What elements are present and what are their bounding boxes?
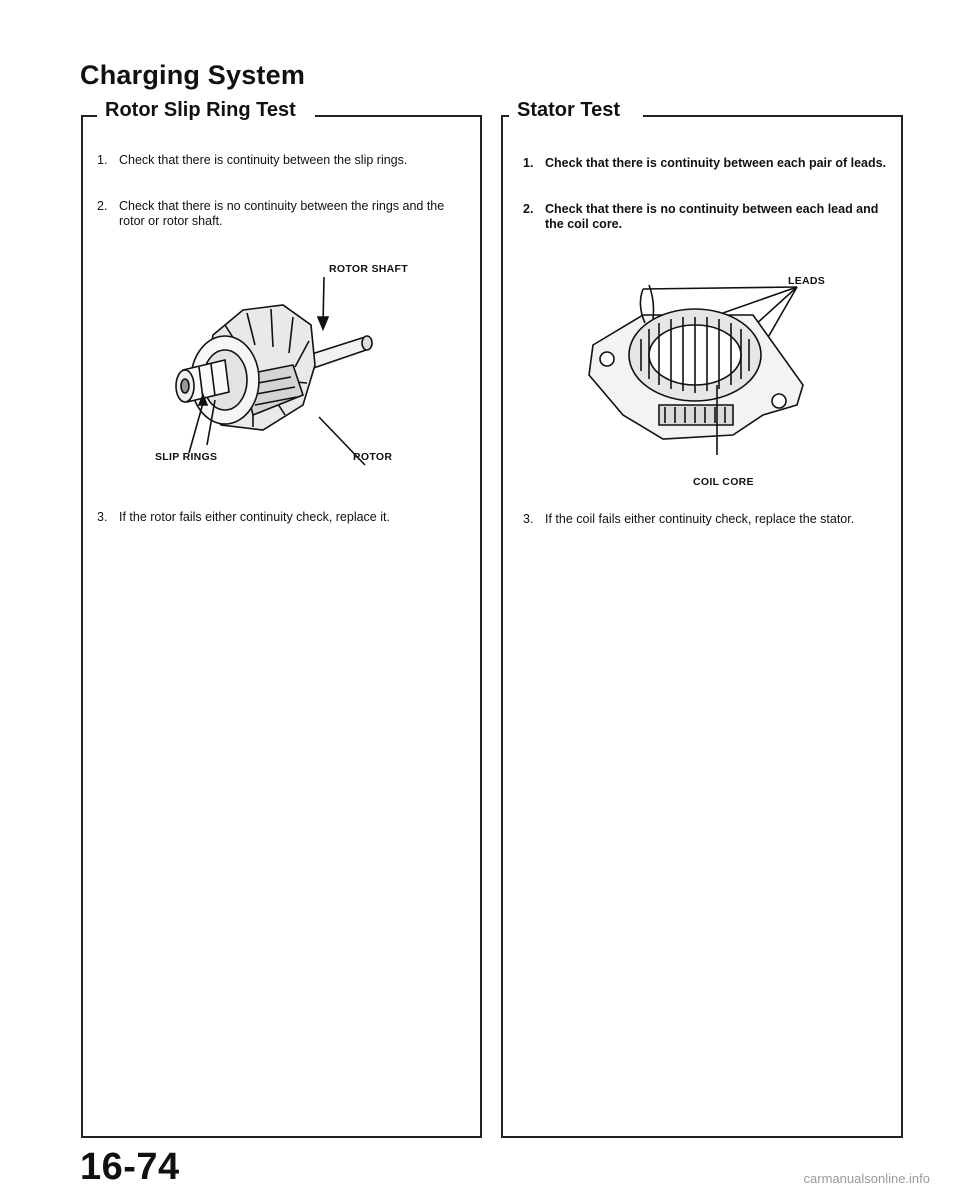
step-text: If the coil fails either continuity check, replace the stator. (545, 512, 855, 526)
step-3 (97, 510, 473, 525)
step-2 (523, 202, 895, 232)
step-number: 1. (97, 153, 108, 167)
step-text: If the rotor fails either continuity check, replace it. (119, 510, 390, 524)
step-1 (97, 153, 473, 168)
stator-illustration (583, 275, 826, 465)
panel-top-rule (83, 115, 97, 117)
panel-top-rule (315, 115, 480, 117)
leads-leader (643, 287, 797, 289)
step-number: 3. (97, 510, 108, 524)
step-3 (523, 512, 895, 527)
page-title: Charging System (80, 60, 306, 90)
lead-wire (649, 285, 654, 319)
rotor-shaft-arrow (318, 317, 328, 329)
step-number: 1. (523, 156, 534, 170)
panel-top-rule (643, 115, 901, 117)
page-number: 16-74 (80, 1146, 180, 1188)
leads-label: LEADS (788, 275, 826, 287)
slip-rings-leader (189, 403, 203, 453)
panel-heading: Rotor Slip Ring Test (101, 98, 300, 122)
step-text: Check that there is continuity between the slip rings. (119, 153, 408, 167)
step-1 (523, 156, 895, 171)
slip-rings-label: SLIP RINGS (155, 451, 218, 463)
step-number: 2. (97, 199, 108, 213)
watermark: carmanualsonline.info (803, 1171, 930, 1186)
rotor-label: ROTOR (353, 451, 393, 463)
stator-test-panel (501, 99, 903, 1138)
step-text: Check that there is continuity between each pair of leads. (545, 156, 887, 170)
step-text: Check that there is no continuity between each lead and the coil core. (545, 202, 879, 231)
rotor-slip-ring-test-panel (81, 99, 482, 1138)
step-number: 2. (523, 202, 534, 216)
rotor-shaft-label: ROTOR SHAFT (329, 263, 408, 275)
step-2 (97, 199, 473, 229)
step-number: 3. (523, 512, 534, 526)
coil-core-label: COIL CORE (693, 476, 754, 488)
step-text: Check that there is no continuity between the rings and the rotor or rotor shaft. (119, 199, 445, 228)
panel-top-rule (503, 115, 509, 117)
panel-heading: Stator Test (513, 98, 624, 122)
